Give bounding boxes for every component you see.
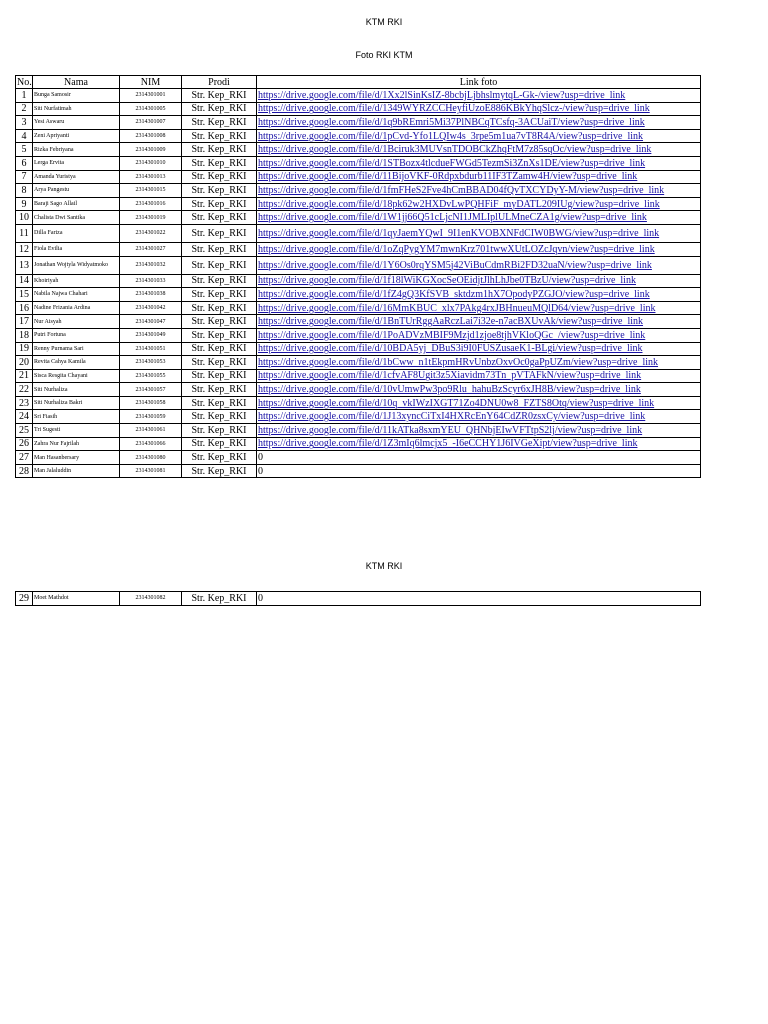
cell-no: 25 — [16, 424, 33, 438]
cell-prodi: Str. Kep_RKI — [182, 89, 257, 103]
table-body-extra — [16, 592, 701, 606]
cell-link-foto — [257, 224, 701, 242]
table-row — [16, 211, 701, 225]
table-row — [16, 274, 701, 288]
photo-link[interactable]: https://drive.google.com/file/d/1Y6Os0rqYSM5j42ViBuCdmRBi2FD32uaN/view?usp=drive_link — [258, 259, 652, 271]
photo-link[interactable]: https://drive.google.com/file/d/1349WYRZCCHeyfiUzoE886KBkYhqSlcz-/view?usp=drive_link — [258, 103, 650, 115]
cell-nim: 2314301001 — [120, 89, 182, 103]
cell-no: 7 — [16, 170, 33, 184]
photo-link[interactable]: https://drive.google.com/file/d/1bCww_n1tEkpmHRvUnbzOxvOc0gaPpUZm/view?usp=drive_link — [258, 356, 659, 368]
cell-nama: Renny Purnama Sari — [33, 342, 120, 356]
cell-no: 11 — [16, 224, 33, 242]
photo-link[interactable]: https://drive.google.com/file/d/1STBozx4tlcdueFWGd5TezmSi3ZnXs1DE/view?usp=drive_link — [258, 157, 646, 169]
header-link-foto: Link foto — [257, 76, 701, 89]
cell-link-foto — [257, 288, 701, 302]
page-subtitle: Foto RKI KTM — [355, 50, 413, 60]
cell-no: 8 — [16, 184, 33, 198]
cell-prodi: Str. Kep_RKI — [182, 211, 257, 225]
cell-prodi: Str. Kep_RKI — [182, 224, 257, 242]
cell-nama: Zeni Apriyanti — [33, 129, 120, 143]
cell-nama: Nur Aisyah — [33, 315, 120, 329]
cell-no: 20 — [16, 356, 33, 370]
table-row — [16, 129, 701, 143]
table-row — [16, 424, 701, 438]
photo-link[interactable]: https://drive.google.com/file/d/1fmFHeS2Fve4hCmBBAD04fQvTXCYDyY-M/view?usp=drive_link — [258, 184, 665, 196]
cell-no: 17 — [16, 315, 33, 329]
photo-link[interactable]: https://drive.google.com/file/d/1W1jj66Q51cLjcNI1JMLIplULMneCZA1g/view?usp=drive_link — [258, 212, 647, 224]
photo-link[interactable]: https://drive.google.com/file/d/1oZqPygYM7mwnKrz701twwXUtLOZcJqvn/view?usp=drive_link — [258, 243, 655, 255]
cell-nama: Bunga Samosir — [33, 89, 120, 103]
table-body — [16, 89, 701, 478]
table-row — [16, 288, 701, 302]
cell-link-foto — [257, 129, 701, 143]
cell-link-foto — [257, 211, 701, 225]
header-no: No. — [17, 76, 32, 88]
header-nim: NIM — [120, 76, 182, 89]
cell-prodi: Str. Kep_RKI — [182, 592, 257, 606]
cell-nama: Putri Fortuna — [33, 328, 120, 342]
cell-nama: Fiola Evilia — [33, 242, 120, 256]
cell-nim: 2314301013 — [120, 170, 182, 184]
table-row — [16, 356, 701, 370]
cell-no: 4 — [16, 129, 33, 143]
cell-prodi: Str. Kep_RKI — [182, 396, 257, 410]
cell-nama: Chalista Dwi Santika — [33, 211, 120, 225]
cell-link-foto — [257, 197, 701, 211]
section-title: KTM RKI — [365, 561, 403, 571]
cell-no: 16 — [16, 301, 33, 315]
cell-prodi: Str. Kep_RKI — [182, 356, 257, 370]
cell-nim: 2314301032 — [120, 256, 182, 274]
cell-link-foto — [257, 356, 701, 370]
cell-nama: Jonathan Wojtyla Widyatmoko — [33, 256, 120, 274]
cell-link-foto: 0 — [257, 464, 701, 478]
photo-link[interactable]: https://drive.google.com/file/d/1Z3mIq6lmcjx5_-I6eCCHY1J6IVGeXipt/view?usp=drive_link — [258, 438, 638, 450]
cell-nim: 2314301015 — [120, 184, 182, 198]
cell-link-foto: 0 — [257, 451, 701, 465]
photo-link[interactable]: https://drive.google.com/file/d/1cfvAF8Ugit3z5Xiavidm73Tn_pVTAFkN/view?usp=drive_link — [258, 370, 642, 382]
cell-link-foto — [257, 116, 701, 130]
header-prodi: Prodi — [182, 76, 257, 89]
cell-prodi: Str. Kep_RKI — [182, 437, 257, 451]
cell-prodi: Str. Kep_RKI — [182, 315, 257, 329]
cell-nama: Nadine Frizania Ardina — [33, 301, 120, 315]
cell-link-foto — [257, 89, 701, 103]
cell-nim: 2314301038 — [120, 288, 182, 302]
cell-nama: Dilla Fariza — [33, 224, 120, 242]
photo-link[interactable]: https://drive.google.com/file/d/1J13xyncCiTxI4HXRcEnY64CdZR0zsxCy/view?usp=drive_link — [258, 411, 646, 423]
cell-nim: 2314301008 — [120, 129, 182, 143]
cell-nama: Man Jalaluddin — [33, 464, 120, 478]
photo-link[interactable]: https://drive.google.com/file/d/11kATka8sxmYEU_QHNbjEIwVFTtpS2lj/view?usp=drive_link — [258, 424, 643, 436]
cell-no: 28 — [16, 464, 33, 478]
table-row — [16, 242, 701, 256]
cell-link-foto — [257, 315, 701, 329]
photo-link[interactable]: https://drive.google.com/file/d/1pCvd-Yfo1LQIw4s_3rpe5m1ua7vT8R4A/view?usp=drive_link — [258, 130, 644, 142]
cell-nim: 2314301058 — [120, 396, 182, 410]
cell-nim: 2314301081 — [120, 464, 182, 478]
photo-link[interactable]: https://drive.google.com/file/d/10BDA5yj_DBuS3i9I0FUSZusaeK1-BLgi/view?usp=drive_link — [258, 343, 643, 355]
cell-prodi: Str. Kep_RKI — [182, 129, 257, 143]
table-row — [16, 383, 701, 397]
cell-link-foto — [257, 256, 701, 274]
cell-link-foto — [257, 383, 701, 397]
cell-nim: 2314301022 — [120, 224, 182, 242]
photo-link[interactable]: https://drive.google.com/file/d/1q9bREmri5Mi37PlNBCqTCsfq-3ACUaiT/view?usp=drive_link — [258, 116, 645, 128]
table-row — [16, 256, 701, 274]
cell-nim: 2314301007 — [120, 116, 182, 130]
cell-no: 22 — [16, 383, 33, 397]
students-table — [15, 75, 701, 478]
cell-nim: 2314301080 — [120, 451, 182, 465]
cell-prodi: Str. Kep_RKI — [182, 301, 257, 315]
cell-link-foto — [257, 437, 701, 451]
cell-link-foto — [257, 102, 701, 116]
cell-no: 21 — [16, 369, 33, 383]
photo-link[interactable]: https://drive.google.com/file/d/1PoADVzMBIF9Mzjd1zjoe8tjhVKloQGc_/view?usp=drive_link — [258, 329, 646, 341]
cell-nim: 2314301042 — [120, 301, 182, 315]
cell-nama: Sri Fiasih — [33, 410, 120, 424]
cell-prodi: Str. Kep_RKI — [182, 184, 257, 198]
photo-link[interactable]: https://drive.google.com/file/d/18pk62w2HXDvLwPQHFiF_myDATL209IUg/view?usp=drive_link — [258, 198, 660, 210]
table-row — [16, 592, 701, 606]
cell-link-foto — [257, 342, 701, 356]
cell-nim: 2314301027 — [120, 242, 182, 256]
cell-prodi: Str. Kep_RKI — [182, 197, 257, 211]
photo-link[interactable]: https://drive.google.com/file/d/10vUmwPw3po9Rlu_hahuBzScyr6xJH8B/view?usp=drive_link — [258, 384, 641, 396]
cell-nama: Tri Sugesti — [33, 424, 120, 438]
cell-nama: Nabila Najwa Chahari — [33, 288, 120, 302]
cell-prodi: Str. Kep_RKI — [182, 242, 257, 256]
cell-no: 15 — [16, 288, 33, 302]
photo-link[interactable]: https://drive.google.com/file/d/10q_vkIWzIXGT71Zo4DNU0w8_FZTS8Otq/view?usp=drive_link — [258, 397, 655, 409]
cell-nama: Rizka Febriyana — [33, 143, 120, 157]
table-row — [16, 102, 701, 116]
cell-nim: 2314301047 — [120, 315, 182, 329]
cell-prodi: Str. Kep_RKI — [182, 410, 257, 424]
table-row — [16, 156, 701, 170]
page-title: KTM RKI — [365, 17, 403, 27]
cell-nama: Khoiriyah — [33, 274, 120, 288]
cell-prodi: Str. Kep_RKI — [182, 464, 257, 478]
header-nama: Nama — [33, 76, 120, 89]
cell-nim: 2314301033 — [120, 274, 182, 288]
cell-link-foto — [257, 156, 701, 170]
table-row — [16, 116, 701, 130]
cell-prodi: Str. Kep_RKI — [182, 143, 257, 157]
cell-nama: Lerga Ervita — [33, 156, 120, 170]
cell-nama: Sisca Resgita Chayani — [33, 369, 120, 383]
cell-nim: 2314301019 — [120, 211, 182, 225]
cell-link-foto — [257, 410, 701, 424]
students-table-extra — [15, 591, 701, 606]
table-row — [16, 437, 701, 451]
table-row — [16, 143, 701, 157]
cell-nim: 2314301016 — [120, 197, 182, 211]
cell-nama: Yesi Aswaru — [33, 116, 120, 130]
photo-link[interactable]: https://drive.google.com/file/d/1Bciruk3MUVsnTDOBCkZhqFtM7z85sqOc/view?usp=drive_link — [258, 144, 652, 156]
cell-nim: 2314301009 — [120, 143, 182, 157]
cell-nama: Arya Pangestu — [33, 184, 120, 198]
cell-nim: 2314301005 — [120, 102, 182, 116]
cell-link-foto — [257, 143, 701, 157]
cell-no: 24 — [16, 410, 33, 424]
cell-no: 26 — [16, 437, 33, 451]
table-row — [16, 89, 701, 103]
cell-nama: Siti Nurhaliza Bakri — [33, 396, 120, 410]
cell-nim: 2314301061 — [120, 424, 182, 438]
cell-no: 1 — [16, 89, 33, 103]
cell-prodi: Str. Kep_RKI — [182, 116, 257, 130]
cell-no: 6 — [16, 156, 33, 170]
cell-nama: Amanda Yuristya — [33, 170, 120, 184]
table-row — [16, 451, 701, 465]
cell-no: 9 — [16, 197, 33, 211]
cell-nama: Revita Cahya Kamila — [33, 356, 120, 370]
cell-nim: 2314301082 — [120, 592, 182, 606]
photo-link[interactable]: https://drive.google.com/file/d/1qyJaemYQwI_9I1enKVOBXNFdCIW0BWG/view?usp=drive_link — [258, 227, 660, 239]
cell-prodi: Str. Kep_RKI — [182, 156, 257, 170]
photo-link[interactable]: https://drive.google.com/file/d/11BijoVKF-0Rdpxbdurb11IF3TZamw4H/view?usp=drive_link — [258, 171, 638, 183]
cell-link-foto — [257, 170, 701, 184]
cell-no: 14 — [16, 274, 33, 288]
cell-nama: Siti Nurfatimah — [33, 102, 120, 116]
table-row — [16, 328, 701, 342]
table-row — [16, 315, 701, 329]
cell-link-foto — [257, 369, 701, 383]
cell-link-foto — [257, 301, 701, 315]
cell-nama: Siti Nurhaliza — [33, 383, 120, 397]
cell-link-foto — [257, 396, 701, 410]
cell-no: 5 — [16, 143, 33, 157]
cell-prodi: Str. Kep_RKI — [182, 256, 257, 274]
cell-link-foto — [257, 424, 701, 438]
cell-link-foto — [257, 242, 701, 256]
cell-no: 10 — [16, 211, 33, 225]
cell-link-foto — [257, 274, 701, 288]
cell-nama: Baraji Sago Allail — [33, 197, 120, 211]
photo-link[interactable]: https://drive.google.com/file/d/16MmKBUC_xlx7PAkg4rxJBHnueuMQlD64/view?usp=drive_link — [258, 302, 656, 314]
cell-prodi: Str. Kep_RKI — [182, 170, 257, 184]
table-row — [16, 396, 701, 410]
cell-nim: 2314301059 — [120, 410, 182, 424]
cell-nim: 2314301010 — [120, 156, 182, 170]
cell-nim: 2314301053 — [120, 356, 182, 370]
cell-prodi: Str. Kep_RKI — [182, 342, 257, 356]
photo-link[interactable]: https://drive.google.com/file/d/1f18lWiKGXocSeOEidjtJlhLhJbe0TBzU/view?usp=drive_link — [258, 275, 636, 287]
cell-nim: 2314301057 — [120, 383, 182, 397]
table-row — [16, 369, 701, 383]
table-row — [16, 224, 701, 242]
cell-prodi: Str. Kep_RKI — [182, 451, 257, 465]
cell-prodi: Str. Kep_RKI — [182, 369, 257, 383]
cell-nim: 2314301051 — [120, 342, 182, 356]
cell-no: 12 — [16, 242, 33, 256]
cell-link-foto: 0 — [257, 592, 701, 606]
cell-no: 29 — [16, 592, 33, 606]
cell-prodi: Str. Kep_RKI — [182, 328, 257, 342]
table-row — [16, 410, 701, 424]
cell-no: 18 — [16, 328, 33, 342]
photo-link[interactable]: https://drive.google.com/file/d/1BnTUrRggAaRczLai7i32e-n7acBXUvAk/view?usp=drive_link — [258, 316, 644, 328]
cell-prodi: Str. Kep_RKI — [182, 274, 257, 288]
cell-no: 19 — [16, 342, 33, 356]
cell-no: 13 — [16, 256, 33, 274]
cell-no: 27 — [16, 451, 33, 465]
table-header-row — [16, 76, 701, 89]
table-row — [16, 170, 701, 184]
cell-nim: 2314301055 — [120, 369, 182, 383]
cell-no: 2 — [16, 102, 33, 116]
cell-prodi: Str. Kep_RKI — [182, 288, 257, 302]
cell-prodi: Str. Kep_RKI — [182, 102, 257, 116]
cell-prodi: Str. Kep_RKI — [182, 383, 257, 397]
table-row — [16, 184, 701, 198]
table-row — [16, 301, 701, 315]
cell-link-foto — [257, 328, 701, 342]
cell-nama: Man Hasanbersary — [33, 451, 120, 465]
cell-nim: 2314301049 — [120, 328, 182, 342]
cell-no: 23 — [16, 396, 33, 410]
cell-nama: Moet Mathdot — [33, 592, 120, 606]
cell-no: 3 — [16, 116, 33, 130]
cell-nama: Zahra Nur Fajrilah — [33, 437, 120, 451]
photo-link[interactable]: https://drive.google.com/file/d/1Xx2lSinKsIZ-8bcbjLjbhslmytqL-Gk-/view?usp=drive_link — [258, 89, 626, 101]
table-row — [16, 464, 701, 478]
table-row — [16, 197, 701, 211]
table-row — [16, 342, 701, 356]
cell-link-foto — [257, 184, 701, 198]
cell-nim: 2314301066 — [120, 437, 182, 451]
photo-link[interactable]: https://drive.google.com/file/d/1fZ4gQ3KfSVB_sktdzm1hX7OpodyPZGJO/view?usp=drive_link — [258, 288, 650, 300]
cell-prodi: Str. Kep_RKI — [182, 424, 257, 438]
